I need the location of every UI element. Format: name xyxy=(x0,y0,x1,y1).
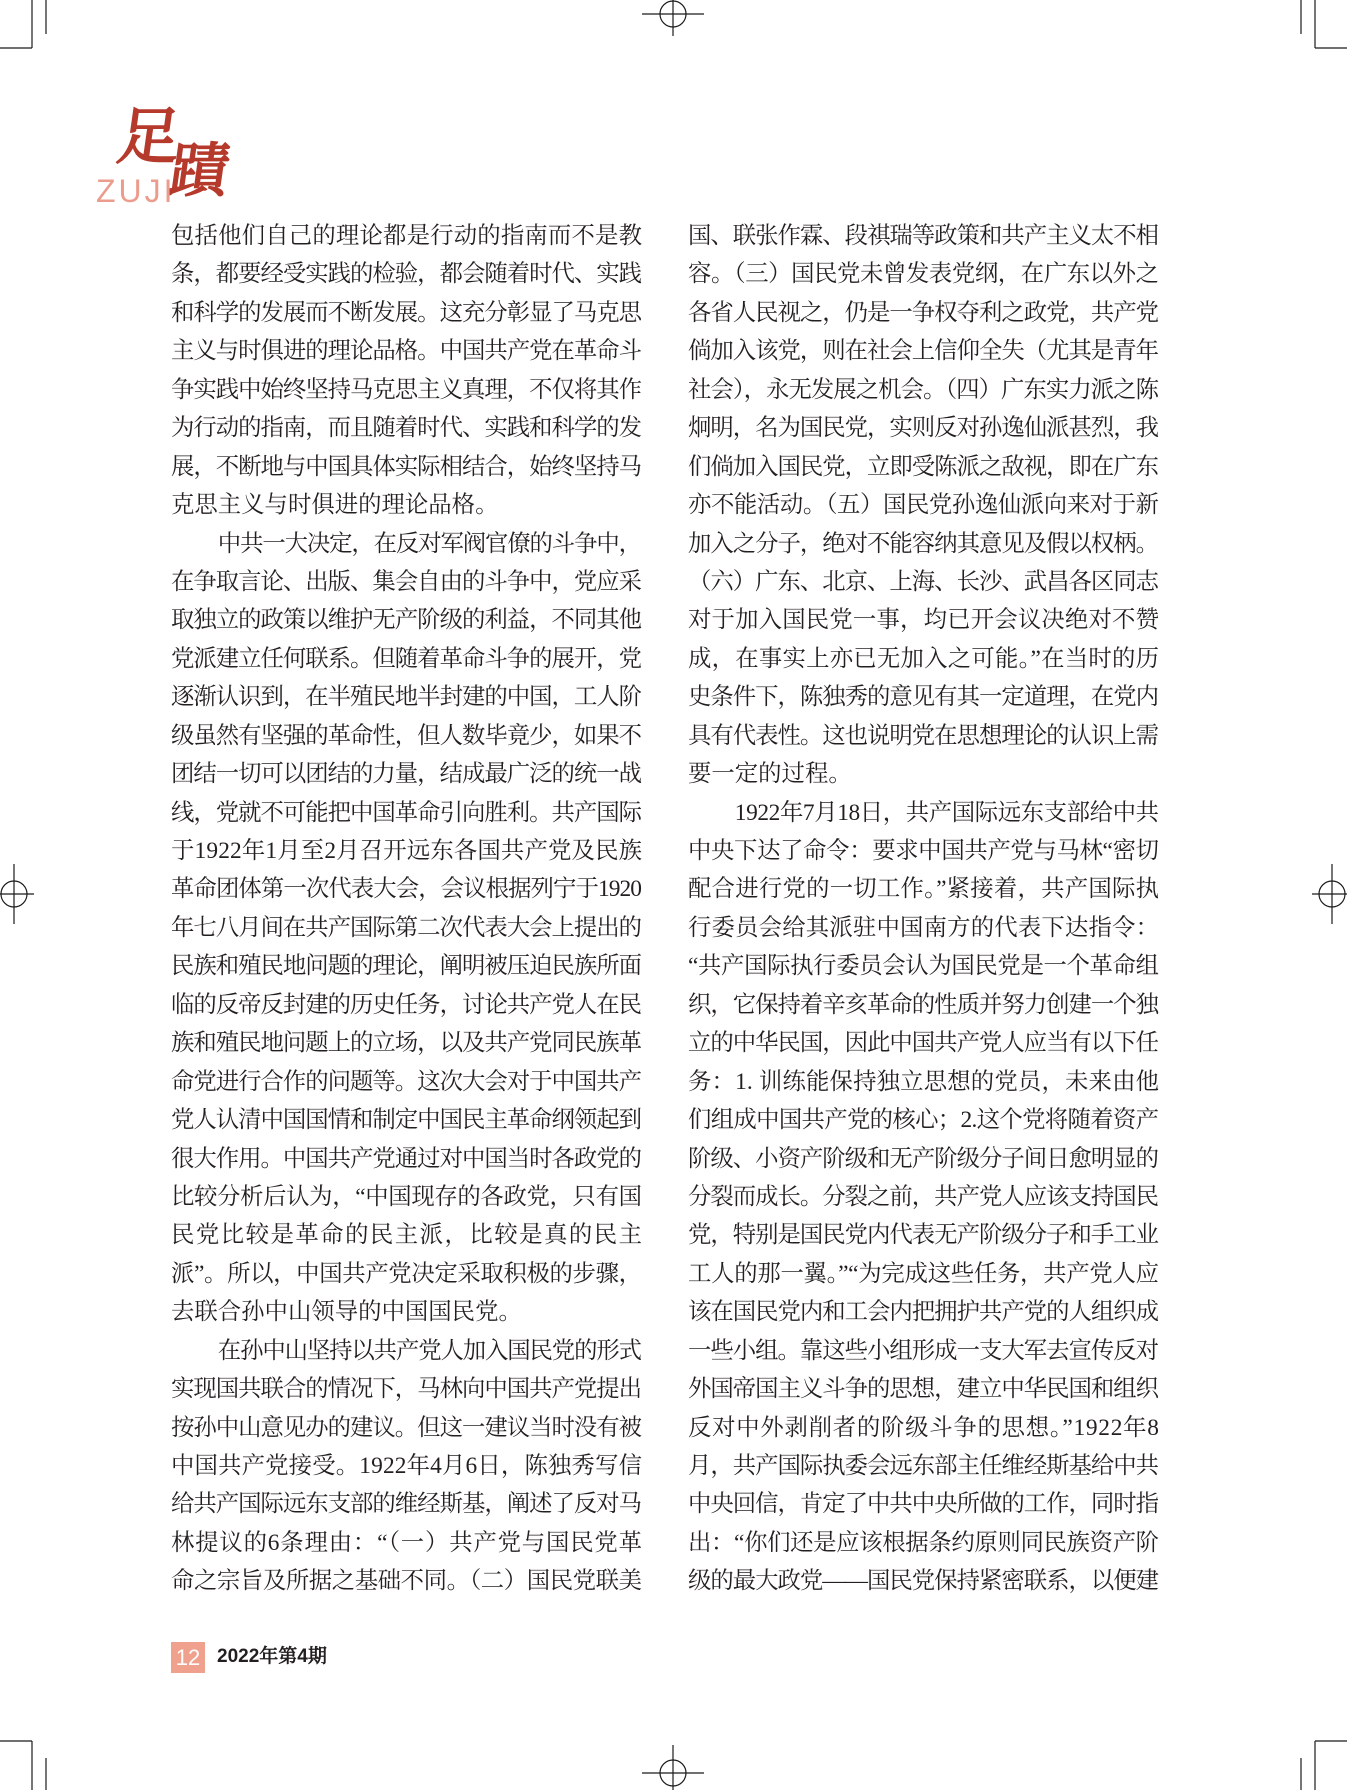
paragraph xyxy=(171,1332,642,1601)
text-line xyxy=(688,1485,1159,1523)
text-line-content: 去联合孙中山领导的中国国民党。 xyxy=(171,1299,522,1326)
text-line-content: 革命团体第一次代表大会，会议根据列宁于1920 xyxy=(171,876,642,903)
text-line xyxy=(171,1562,642,1600)
registration-mark-right xyxy=(1312,864,1347,924)
text-line xyxy=(688,1024,1159,1062)
text-line-content: 团结一切可以团结的力量，结成最广泛的统一战 xyxy=(171,761,641,788)
text-line-content: 取独立的政策以维护无产阶级的利益，不同其他 xyxy=(171,607,641,634)
issue-label: 2022年第4期 xyxy=(217,1646,327,1667)
text-line xyxy=(171,794,642,832)
text-line-content: 行委员会给其派驻中国南方的代表下达指令： xyxy=(688,914,1160,941)
text-line-content: 在孙中山坚持以共产党人加入国民党的形式 xyxy=(217,1337,641,1364)
text-line xyxy=(688,1178,1159,1216)
text-line-content: 争实践中始终坚持马克思主义真理，不仅将其作 xyxy=(171,376,641,403)
text-line xyxy=(688,1370,1159,1408)
text-line-content: 月，共产国际执委会远东部主任维经斯基给中共 xyxy=(688,1453,1158,1479)
text-line-content: 派”。所以，中国共产党决定采取积极的步骤， xyxy=(171,1260,642,1287)
crop-mark-bottom-right xyxy=(1301,1741,1347,1790)
registration-circle xyxy=(660,1760,686,1786)
text-line xyxy=(171,217,642,255)
text-line xyxy=(688,563,1159,601)
text-line xyxy=(688,870,1159,908)
text-line-content: 出：“你们还是应该根据条约原则同民族资产阶 xyxy=(688,1529,1159,1556)
text-line-content: 给共产国际远东支部的维经斯基，阐述了反对马 xyxy=(171,1491,641,1518)
text-line xyxy=(688,409,1159,447)
text-line-content: 分裂而成长。分裂之前，共产党人应该支持国民 xyxy=(688,1183,1158,1210)
text-line xyxy=(171,525,642,563)
text-line-content: 党派建立任何联系。但随着革命斗争的展开，党 xyxy=(171,645,641,672)
text-line-content: 务：1. 训练能保持独立思想的党员，未来由他 xyxy=(688,1068,1160,1095)
text-line xyxy=(171,1140,642,1178)
logo-pinyin: ZUJI xyxy=(96,173,176,209)
text-line-content: 于1922年1月至2月召开远东各国共产党及民族 xyxy=(171,838,643,864)
text-line-content: 工人的那一翼。”“为完成这些任务，共产党人应 xyxy=(688,1260,1159,1287)
text-line-content: 和科学的发展而不断发展。这充分彰显了马克思 xyxy=(171,299,641,326)
paragraph xyxy=(688,794,1159,1601)
text-line xyxy=(688,1409,1159,1447)
text-line-content: 亦不能活动。（五）国民党孙逸仙派向来对于新 xyxy=(688,492,1159,519)
text-line-content: 在争取言论、出版、集会自由的斗争中，党应采 xyxy=(171,568,641,595)
text-line xyxy=(688,794,1159,832)
text-line-content: 条，都要经受实践的检验，都会随着时代、实践 xyxy=(171,261,641,288)
text-line-content: 主义与时俱进的理论品格。中国共产党在革命斗 xyxy=(171,338,641,365)
text-line-content: 展，不断地与中国具体实际相结合，始终坚持马 xyxy=(171,453,641,480)
text-line xyxy=(688,640,1159,678)
text-line-content: 国、联张作霖、段祺瑞等政策和共产主义太不相 xyxy=(688,223,1158,249)
text-line xyxy=(688,217,1159,255)
page-number-badge: 12 xyxy=(171,1642,205,1673)
text-line-content: 林提议的6条理由：“（一）共产党与国民党革 xyxy=(171,1529,643,1556)
text-line-content: 对于加入国民党一事，均已开会议决绝对不赞 xyxy=(688,607,1160,634)
text-line-content: 1922年7月18日，共产国际远东支部给中共 xyxy=(734,799,1159,826)
text-line xyxy=(171,1293,642,1331)
text-line xyxy=(688,1293,1159,1331)
text-line xyxy=(171,1024,642,1062)
text-line xyxy=(171,640,642,678)
text-line-content: 为行动的指南，而且随着时代、实践和科学的发 xyxy=(171,415,641,442)
text-line xyxy=(171,563,642,601)
text-line-content: 比较分析后认为，“中国现存的各政党，只有国 xyxy=(171,1183,642,1210)
paragraph xyxy=(171,217,642,525)
text-line xyxy=(171,255,642,293)
text-line xyxy=(688,1063,1159,1101)
paragraph xyxy=(688,217,1159,794)
text-line-content: 中央回信，肯定了中共中央所做的工作，同时指 xyxy=(688,1491,1158,1518)
text-line xyxy=(688,717,1159,755)
text-line-content: 克思主义与时俱进的理论品格。 xyxy=(171,492,499,519)
left-column xyxy=(171,217,642,1601)
text-line-content: 史条件下，陈独秀的意见有其一定道理，在党内 xyxy=(688,684,1158,711)
text-line xyxy=(171,371,642,409)
logo-calligraphy-char-2: 蹟 xyxy=(165,136,234,205)
text-line-content: 加入之分子，绝对不能容纳其意见及假以权柄。 xyxy=(688,530,1158,557)
text-line xyxy=(688,832,1159,870)
text-line-content: 党，特别是国民党内代表无产阶级分子和手工业 xyxy=(688,1222,1158,1249)
text-line-content: 具有代表性。这也说明党在思想理论的认识上需 xyxy=(688,722,1158,749)
text-line xyxy=(171,1447,642,1485)
text-line xyxy=(171,947,642,985)
text-line-content: 该在国民党内和工会内把拥护共产党的人组织成 xyxy=(688,1299,1158,1326)
text-line xyxy=(171,832,642,870)
text-line xyxy=(688,448,1159,486)
text-line-content: 很大作用。中国共产党通过对中国当时各政党的 xyxy=(171,1145,641,1172)
text-line xyxy=(171,1409,642,1447)
text-line xyxy=(171,1178,642,1216)
text-line xyxy=(171,909,642,947)
text-line xyxy=(688,525,1159,563)
text-line xyxy=(171,409,642,447)
registration-circle xyxy=(660,1,686,27)
text-line-content: 级虽然有坚强的革命性，但人数毕竟少，如果不 xyxy=(171,722,641,749)
text-line xyxy=(171,1255,642,1293)
registration-mark-top xyxy=(642,0,704,36)
text-line-content: 民族和殖民地问题的理论，阐明被压迫民族所面 xyxy=(171,953,641,980)
text-line xyxy=(688,1524,1159,1562)
text-line-content: 们组成中国共产党的核心；2.这个党将随着资产 xyxy=(688,1107,1159,1134)
text-line xyxy=(171,1370,642,1408)
text-line xyxy=(688,1447,1159,1485)
registration-circle xyxy=(1319,881,1345,907)
paragraph xyxy=(171,525,642,1332)
crop-mark-top-right xyxy=(1301,0,1347,48)
text-line xyxy=(688,986,1159,1024)
text-line-content: 党人认清中国国情和制定中国民主革命纲领起到 xyxy=(171,1107,641,1134)
text-line xyxy=(688,678,1159,716)
text-line-content: “共产国际执行委员会认为国民党是一个革命组 xyxy=(688,953,1159,980)
text-line-content: 逐渐认识到，在半殖民地半封建的中国，工人阶 xyxy=(171,684,641,711)
text-line-content: 倘加入该党，则在社会上信仰全失（尤其是青年 xyxy=(688,338,1158,365)
text-line xyxy=(688,332,1159,370)
text-line-content: 成，在事实上亦已无加入之可能。”在当时的历 xyxy=(688,645,1160,672)
text-line xyxy=(688,371,1159,409)
text-line-content: 要一定的过程。 xyxy=(688,761,852,788)
text-line-content: 命党进行合作的问题等。这次大会对于中国共产 xyxy=(171,1068,641,1095)
text-line xyxy=(171,1101,642,1139)
text-line-content: 线，党就不可能把中国革命引向胜利。共产国际 xyxy=(171,799,641,826)
text-line-content: 炯明，名为国民党，实则反对孙逸仙派甚烈，我 xyxy=(688,415,1158,442)
text-line-content: 立的中华民国，因此中国共产党人应当有以下任 xyxy=(688,1030,1158,1057)
text-line-content: 中共一大决定，在反对军阀官僚的斗争中， xyxy=(217,530,641,557)
logo-calligraphy-char-1: 足 xyxy=(112,100,186,173)
text-line xyxy=(171,717,642,755)
text-line xyxy=(171,486,642,524)
crop-mark-top-left xyxy=(0,0,46,48)
text-line xyxy=(688,947,1159,985)
text-line xyxy=(171,678,642,716)
text-line xyxy=(171,1332,642,1370)
text-line-content: 社会），永无发展之机会。（四）广东实力派之陈 xyxy=(688,376,1159,403)
text-line-content: 一些小组。靠这些小组形成一支大军去宣传反对 xyxy=(688,1337,1158,1364)
text-line xyxy=(171,1216,642,1254)
text-line-content: 实现国共联合的情况下，马林向中国共产党提出 xyxy=(171,1376,641,1403)
text-line-content: 中国共产党接受。1922年4月6日，陈独秀写信 xyxy=(171,1453,643,1479)
text-line xyxy=(171,1485,642,1523)
text-line xyxy=(688,294,1159,332)
text-line xyxy=(688,255,1159,293)
text-line xyxy=(171,294,642,332)
text-line-content: 中央下达了命令：要求中国共产党与马林“密切 xyxy=(688,838,1159,864)
registration-mark-bottom xyxy=(642,1745,704,1790)
text-line xyxy=(688,909,1159,947)
right-column xyxy=(688,217,1159,1601)
text-line-content: 族和殖民地问题上的立场，以及共产党同民族革 xyxy=(171,1030,641,1057)
text-line xyxy=(688,486,1159,524)
text-line-content: 各省人民视之，仍是一争权夺利之政党，共产党 xyxy=(688,299,1158,326)
text-line xyxy=(688,1216,1159,1254)
text-line-content: 临的反帝反封建的历史任务，讨论共产党人在民 xyxy=(171,991,641,1018)
text-line-content: 反对中外剥削者的阶级斗争的思想。”1922年8 xyxy=(688,1414,1160,1441)
text-line xyxy=(688,1255,1159,1293)
text-line-content: 级的最大政党——国民党保持紧密联系，以便建 xyxy=(688,1568,1158,1595)
text-line-content: 织，它保持着辛亥革命的性质并努力创建一个独 xyxy=(688,991,1158,1018)
text-line-content: 外国帝国主义斗争的思想，建立中华民国和组织 xyxy=(688,1376,1158,1403)
text-line-content: 按孙中山意见办的建议。但这一建议当时没有被 xyxy=(171,1414,641,1441)
text-line xyxy=(171,448,642,486)
text-line-content: 年七八月间在共产国际第二次代表大会上提出的 xyxy=(171,914,641,941)
text-line xyxy=(171,332,642,370)
text-line-content: 们倘加入国民党，立即受陈派之敌视，即在广东 xyxy=(688,453,1158,480)
registration-circle xyxy=(1,881,27,907)
text-line-content: 包括他们自己的理论都是行动的指南而不是教 xyxy=(171,223,643,249)
text-line xyxy=(171,986,642,1024)
crop-mark-bottom-left xyxy=(0,1741,46,1790)
text-line-content: 容。（三）国民党未曾发表党纲，在广东以外之 xyxy=(688,261,1159,288)
text-line xyxy=(171,1063,642,1101)
text-line xyxy=(688,1562,1159,1600)
text-line xyxy=(688,1332,1159,1370)
registration-mark-left xyxy=(0,864,34,924)
text-line-content: 配合进行党的一切工作。”紧接着，共产国际执 xyxy=(688,876,1160,903)
text-line-content: 民党比较是革命的民主派，比较是真的民主 xyxy=(171,1222,644,1249)
text-line xyxy=(171,601,642,639)
text-line-content: 阶级、小资产阶级和无产阶级分子间日愈明显的 xyxy=(688,1145,1158,1172)
text-line xyxy=(171,870,642,908)
text-line xyxy=(688,1101,1159,1139)
text-line-content: 命之宗旨及所据之基础不同。（二）国民党联美 xyxy=(171,1568,642,1595)
text-line xyxy=(171,755,642,793)
text-line xyxy=(688,1140,1159,1178)
text-line-content: （六）广东、北京、上海、长沙、武昌各区同志 xyxy=(688,568,1158,595)
text-line xyxy=(171,1524,642,1562)
text-line xyxy=(688,755,1159,793)
text-line xyxy=(688,601,1159,639)
